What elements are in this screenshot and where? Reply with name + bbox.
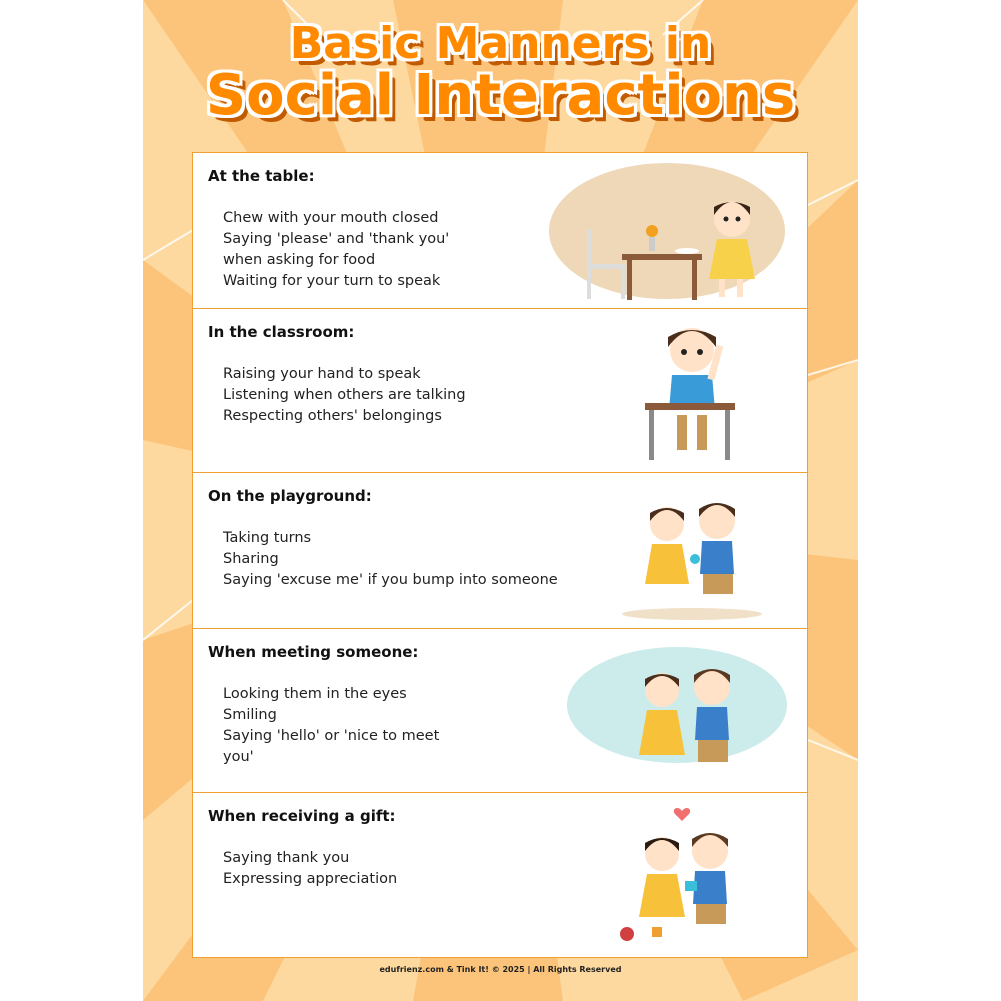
boy-raising-hand-illustration — [547, 315, 787, 465]
manners-list — [223, 684, 473, 768]
section-heading: When meeting someone: — [208, 643, 419, 661]
children-sharing-illustration — [547, 479, 787, 624]
list-item: Saying 'excuse me' if you bump into someone — [223, 572, 558, 588]
list-item: Raising your hand to speak — [223, 366, 421, 382]
girl-at-table-illustration — [547, 159, 787, 304]
section-heading: When receiving a gift: — [208, 807, 396, 825]
manners-list — [223, 208, 473, 292]
section-on-the-playground — [192, 472, 808, 630]
children-gift-illustration — [547, 799, 787, 949]
list-item: Saying thank you — [223, 850, 350, 866]
title-line-2: Social Interactions — [205, 63, 796, 128]
section-heading: At the table: — [208, 167, 315, 185]
list-item: Listening when others are talking — [223, 387, 466, 403]
list-item: Expressing appreciation — [223, 871, 398, 887]
list-item: Looking them in the eyes — [223, 686, 407, 702]
manners-list — [223, 364, 473, 427]
copyright-footer: edufrienz.com & Tink It! © 2025 | All Rights Reserved — [379, 965, 622, 974]
poster — [143, 0, 858, 1001]
title-line-1: Basic Manners in — [289, 18, 712, 69]
list-item: Sharing — [223, 551, 279, 567]
manners-list — [223, 528, 563, 591]
list-item: Saying 'hello' or 'nice to meet you' — [223, 728, 440, 765]
list-item: Waiting for your turn to speak — [223, 273, 441, 289]
section-in-the-classroom — [192, 308, 808, 473]
section-heading: In the classroom: — [208, 323, 355, 341]
section-when-receiving-a-gift — [192, 792, 808, 958]
poster-title — [143, 18, 858, 128]
list-item: Chew with your mouth closed — [223, 210, 439, 226]
list-item: Respecting others' belongings — [223, 408, 442, 424]
section-when-meeting-someone — [192, 628, 808, 793]
section-heading: On the playground: — [208, 487, 372, 505]
list-item: Saying 'please' and 'thank you' when asking for food — [223, 231, 450, 268]
list-item: Smiling — [223, 707, 277, 723]
list-item: Taking turns — [223, 530, 312, 546]
children-greeting-illustration — [547, 635, 787, 785]
manners-list — [223, 848, 473, 890]
section-at-the-table — [192, 152, 808, 310]
